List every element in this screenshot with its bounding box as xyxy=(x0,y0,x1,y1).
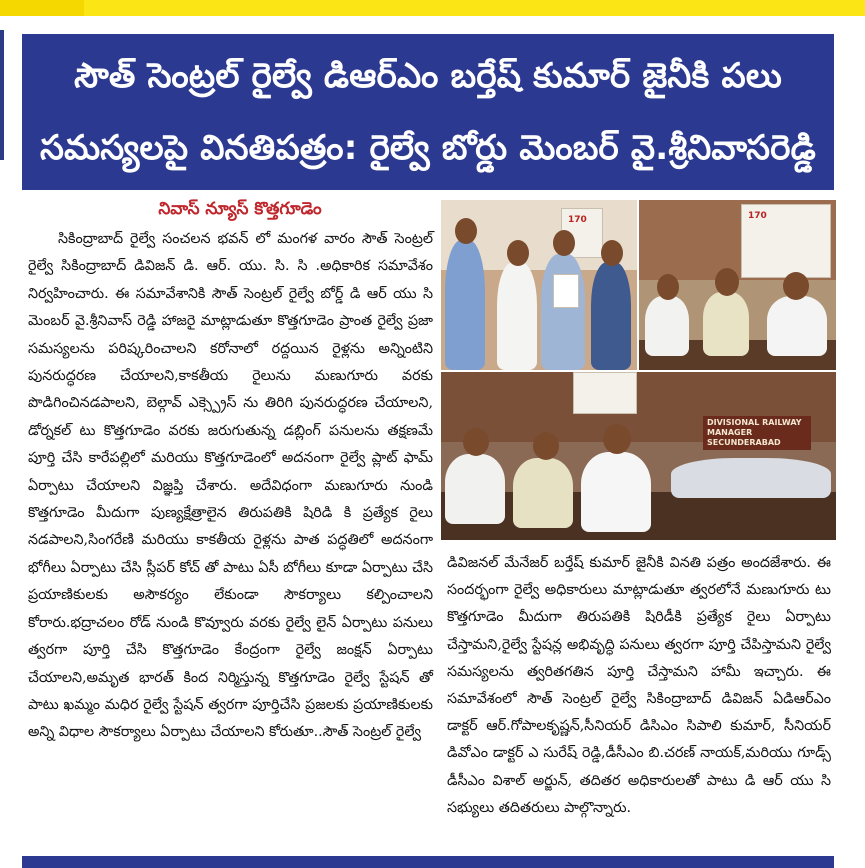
person-head xyxy=(455,218,477,244)
person-seated xyxy=(703,292,749,356)
meeting-participants xyxy=(671,458,831,498)
article-right-column xyxy=(447,550,831,822)
person-head xyxy=(657,274,679,300)
photo-collage xyxy=(441,200,836,540)
photo-poster xyxy=(573,372,637,414)
person-head xyxy=(715,268,739,296)
photo-meeting-top xyxy=(639,200,836,370)
poster-text: 170 xyxy=(568,215,587,225)
person-head xyxy=(463,428,489,456)
left-edge-bar xyxy=(0,30,4,160)
article-right-text: డివిజనల్ మేనేజర్ బర్తేష్ కుమార్ జైనీకి వినతి పత్రం అందజేశారు. ఈ సందర్భంగా రైల్వే అధికారులు మాట్లాడుతూ త్వరలోనే మణుగూరు టు కొత్తగూడెం మీదుగా తిరుపతికి షిరిడీకి ప్రత్యేక రైలు ఏర్పాటు చేస్తామని,రైల్వే స్టేషన్ల అభివృద్ధి పనులు త్వరగా పూర్తి చేపిస్తామని రైల్వే సమస్యలను త్వరితగతిన పూర్తి చేస్తామని హామీ ఇచ్చారు. ఈ సమావేశంలో సౌత్ సెంట్రల్ రైల్వే సికింద్రాబాద్ డివిజన్ ఏడిఆర్ఎం డాక్టర్ ఆర్.గోపాలకృష్ణన్,సీనియర్ డిసిఎం సిపాలి కుమార్, సీనియర్ డివోఎం డాక్టర్ ఎ సురేష్ రెడ్డి,డీసీఎం బి.చరణ్ నాయక్,మరియు గూడ్స్ డీసీఎం విశాల్ అర్జున్, తదితర అధికారులతో పాటు డి ఆర్ యు సి సభ్యులు తదితరులు పాల్గొన్నారు. xyxy=(447,555,831,816)
headline-line-2: సమస్యలపై వినతిపత్రం: రైల్వే బోర్డు మెంబర్ వై.శ్రీనివాసరెడ్డి xyxy=(40,128,816,168)
byline: నివాస్ న్యూస్ కొత్తగూడెం xyxy=(158,199,322,219)
person-head xyxy=(603,424,631,454)
bottom-blue-strip xyxy=(22,856,834,868)
person-head xyxy=(783,272,809,300)
photo-meeting-bottom xyxy=(441,372,836,540)
photo-screen xyxy=(741,204,831,278)
person-head xyxy=(553,230,575,256)
headline-banner xyxy=(22,34,834,190)
top-yellow-strip xyxy=(0,0,865,16)
headline-line-1: సౌత్ సెంట్రల్ రైల్వే డిఆర్ఎం బర్తేష్ కుమార్ జైనీకి పలు xyxy=(74,56,782,96)
person-white-shirt xyxy=(497,262,537,370)
article-left-text: సికింద్రాబాద్ రైల్వే సంచలన భవన్ లో మంగళ వారం సౌత్ సెంట్రల్ రైల్వే సికింద్రాబాద్ డివిజన్ డి. ఆర్. యు. సి. సి .అధికారిక సమావేశం నిర్వహించారు. ఈ సమావేశానికి సౌత్ సెంట్రల్ రైల్వే బోర్డ్ డి ఆర్ యు సి మెంబర్ వై.శ్రీనివాస్ రెడ్డి హాజరై మాట్లాడుతూ కొత్తగూడెం ప్రాంత రైల్వే ప్రజా సమస్యలను పరిష్కరించాలని కరోనాలో రద్దయిన రైళ్లను అన్నింటిని పునరుద్ధరణ చేయాలని,కాకతీయ రైలును మణుగూరు వరకు పొడిగించినడపాలని, బెల్గావ్ ఎక్స్ప్రెస్ ను తిరిగి పునరుద్ధరణ చేయాలని, డోర్నకల్ టు కొత్తగూడెం వరకు జరుగుతున్న డబ్లింగ్ పనులను తక్షణమే పూర్తి చేసి కారేపల్లిలో మరియు కొత్తగూడెంలో అదనంగా రైల్వే ప్లాట్ ఫామ్ ఏర్పాటు చేయాలని విజ్ఞప్తి చేశారు. అదేవిధంగా మణుగూరు నుండి కొత్తగూడెం మీదుగా పుణ్యక్షేత్రాలైన తిరుపతికి షిరిడి కి ప్రత్యేక రైలు నడపాలని,సింగరేణి మరియు కాకతీయ రైళ్లను పాత పద్ధతిలో అదనంగా భోగీలు ఏర్పాటు చేసి స్లీపర్ కోచ్ తో పాటు ఏసీ బోగీలు కూడా ఏర్పాటు చేసి ప్రయాణికులకు అసౌకర్యం లేకుండా సౌకర్యాలు కల్పించాలని కోరారు.భద్రాచలం రోడ్ నుండి కొవ్వూరు వరకు రైల్వే లైన్ ఏర్పాటు పనులు త్వరగా పూర్తి చేసి కొత్తగూడెం కేంద్రంగా రైల్వే జంక్షన్ ఏర్పాటు చేయాలని,అమృత భారత్ కింద నిర్మిస్తున్న కొత్తగూడెం రైల్వే స్టేషన్ తో పాటు ఖమ్మం మధిర రైల్వే స్టేషన్ త్వరగా పూర్తిచేసి ప్రజలకు ప్రయాణికులకు అన్ని విధాల సౌకర్యాలు ఏర్పాటు చేయాలని కోరుతూ..సౌత్ సెంట్రల్ రైల్వే xyxy=(28,231,433,741)
top-strip-tab xyxy=(0,0,84,16)
person-seated xyxy=(767,296,827,356)
person-head xyxy=(533,432,559,460)
person-head xyxy=(507,240,529,266)
person-seated xyxy=(581,452,651,532)
screen-text: 170 xyxy=(748,211,767,221)
person-head xyxy=(601,240,623,266)
person-seated xyxy=(513,458,573,528)
person-saree xyxy=(591,262,631,370)
drm-sign: DIVISIONAL RAILWAY MANAGER SECUNDERABAD xyxy=(703,416,811,450)
photo-handover xyxy=(441,200,637,370)
person-seated xyxy=(445,454,505,524)
person-light-shirt xyxy=(541,254,585,370)
person-blue-shirt xyxy=(445,240,485,370)
person-seated xyxy=(645,296,689,356)
petition-paper xyxy=(553,274,579,308)
article-left-column xyxy=(28,226,433,747)
